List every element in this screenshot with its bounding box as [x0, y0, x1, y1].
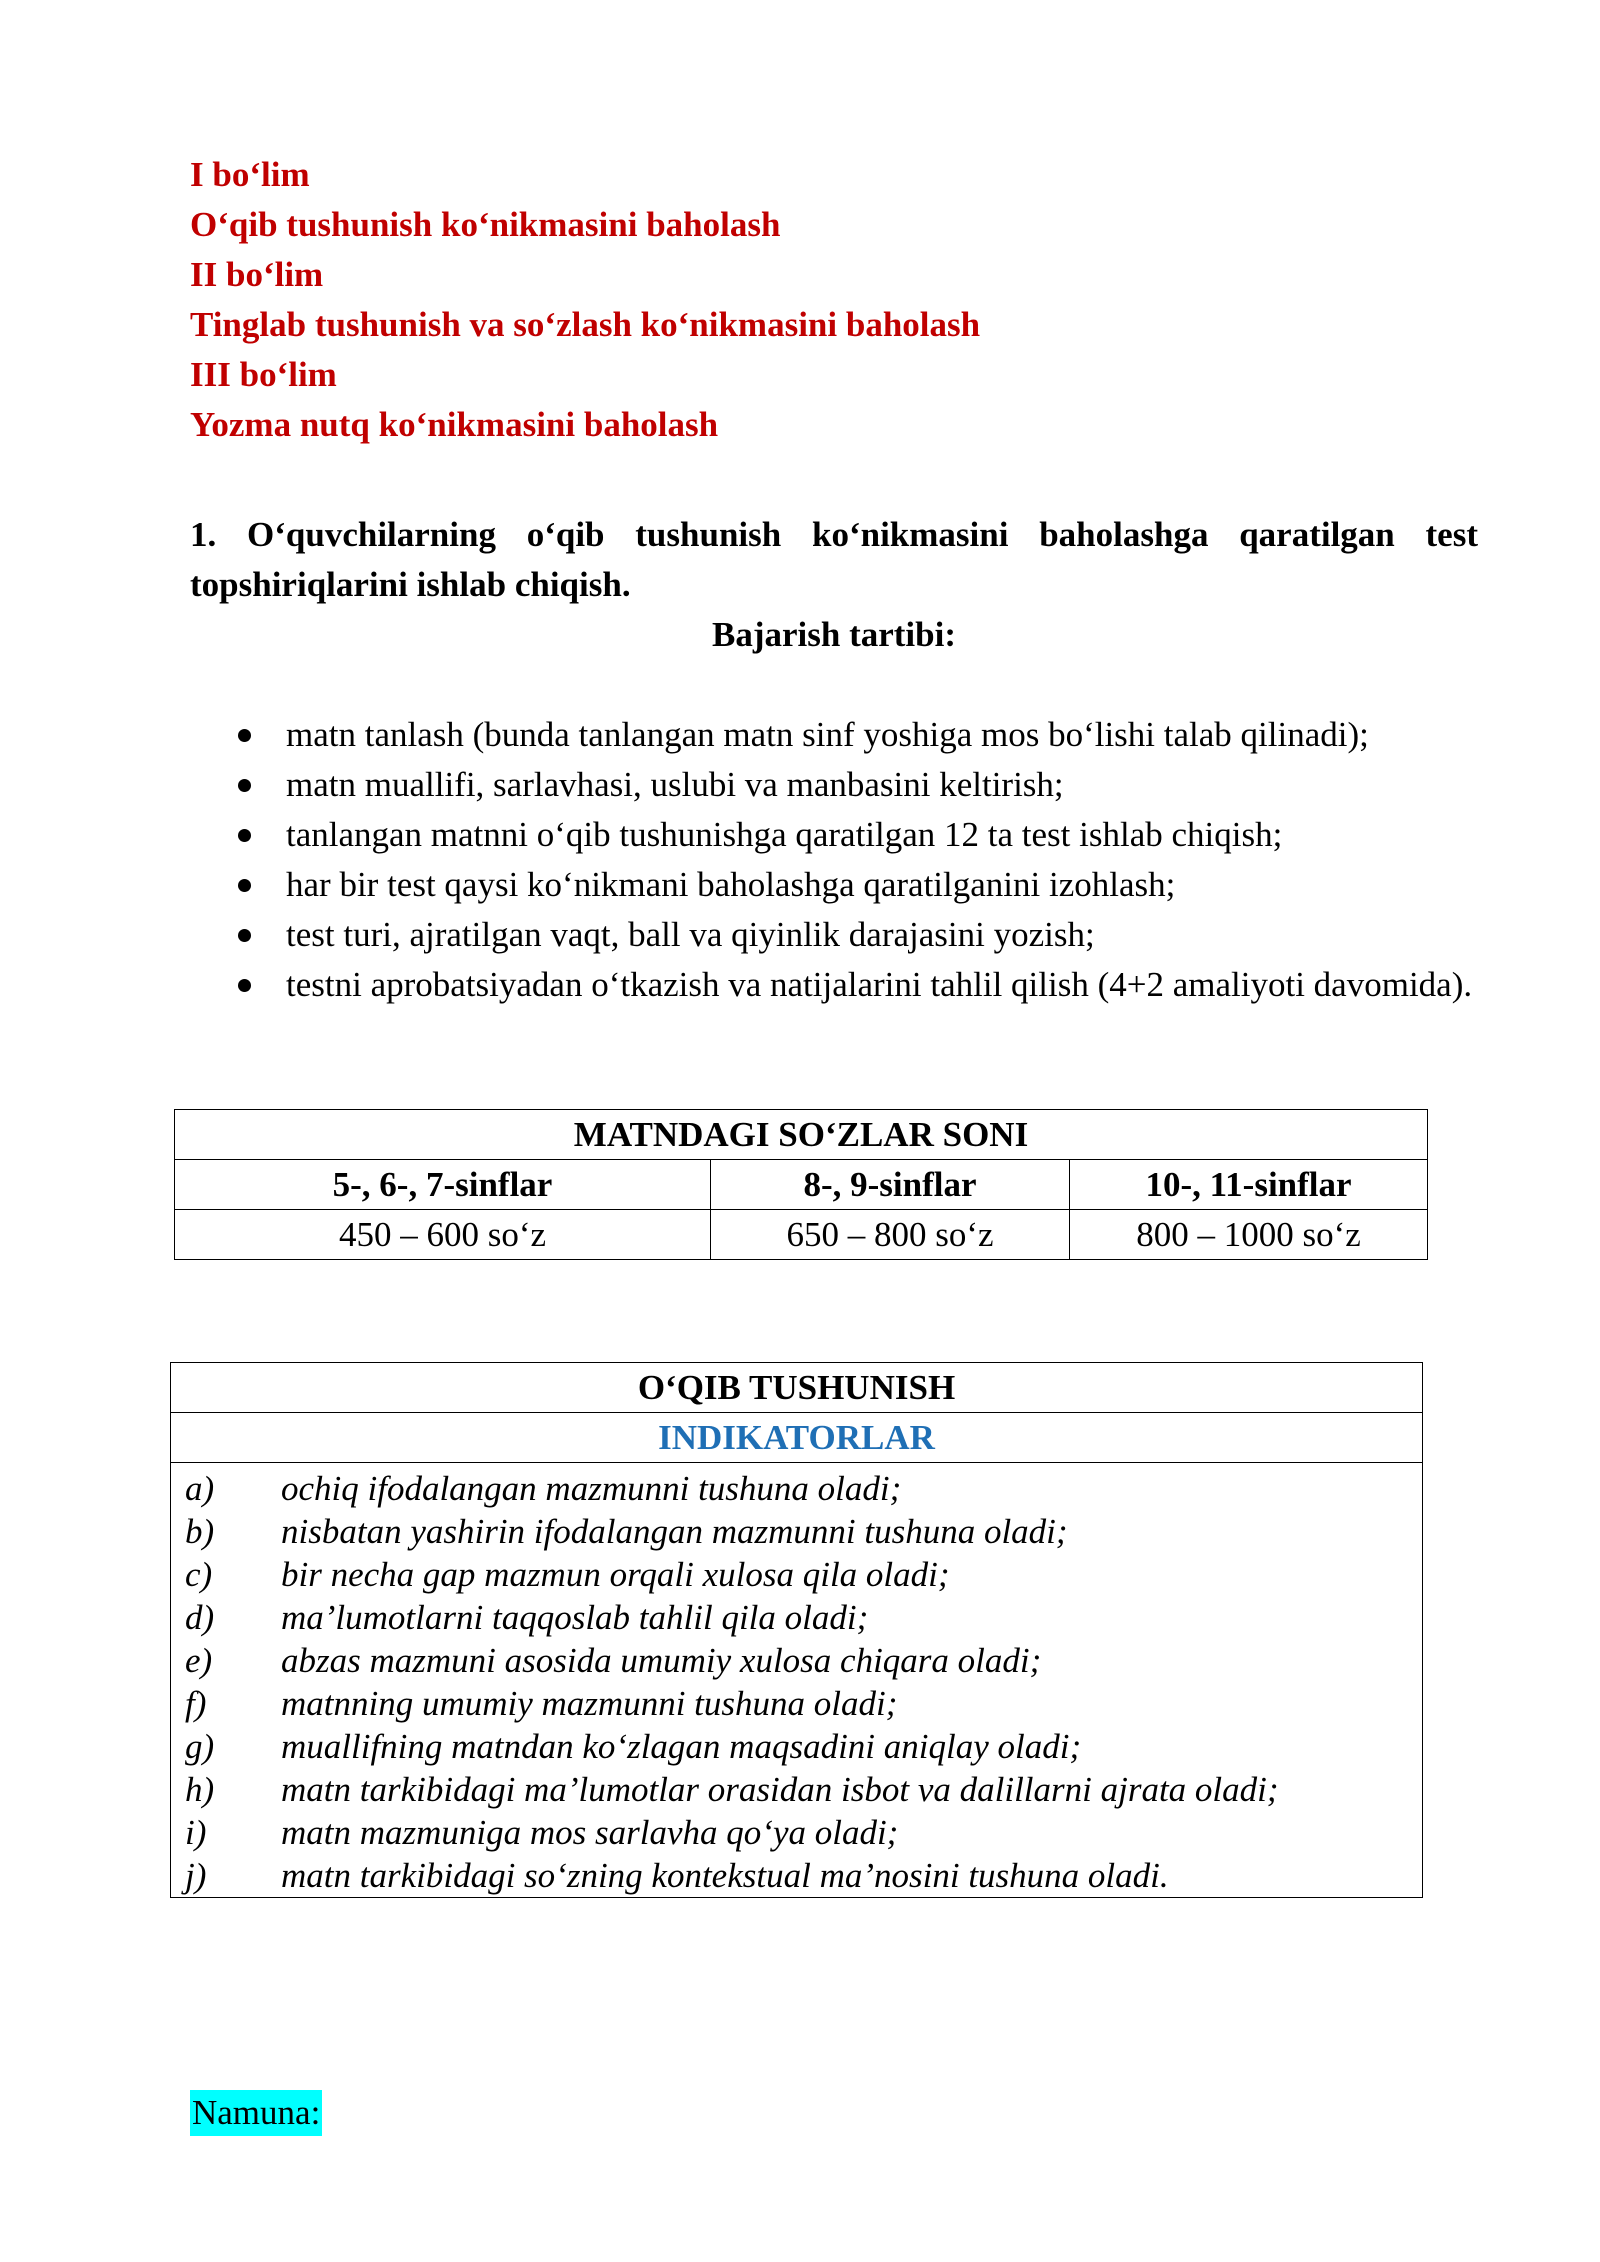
indicator-text: muallifning matndan ko‘zlagan maqsadini aniqlay oladi;: [281, 1727, 1082, 1766]
indicator-letter: j): [185, 1856, 207, 1895]
indicator-text: bir necha gap mazmun orqali xulosa qila oladi;: [281, 1555, 950, 1594]
indicator-text: matn tarkibidagi ma’lumotlar orasidan isbot va dalillarni ajrata oladi;: [281, 1770, 1279, 1809]
list-item-text: test turi, ajratilgan vaqt, ball va qiyinlik darajasini yozish;: [286, 915, 1095, 954]
indicator-text: ochiq ifodalangan mazmunni tushuna oladi;: [281, 1469, 902, 1508]
word-count-8-9: 650 – 800 so‘z: [711, 1210, 1070, 1260]
indicator-text: ma’lumotlarni taqqoslab tahlil qila oladi;: [281, 1598, 869, 1637]
indicator-row: [171, 1596, 1422, 1639]
bullet-icon: [238, 729, 251, 742]
indicator-row: [171, 1725, 1422, 1768]
indicator-row: [171, 1553, 1422, 1596]
list-item-text: testni aprobatsiyadan o‘tkazish va natijalarini tahlil qilish (4+2 amaliyoti davomida).: [286, 965, 1473, 1004]
indicator-text: matn tarkibidagi so‘zning kontekstual ma’nosini tushuna oladi.: [281, 1856, 1169, 1895]
task-subheading: Bajarish tartibi:: [711, 615, 956, 654]
list-item: [190, 860, 1478, 910]
indicator-letter: f): [185, 1684, 207, 1723]
word-count-table: [174, 1109, 1428, 1260]
bullet-icon: [238, 979, 251, 992]
section-3-subtitle: Yozma nutq ko‘nikmasini baholash: [190, 405, 719, 444]
section-list: [190, 150, 980, 450]
grade-header-8-9: 8-, 9-sinflar: [711, 1160, 1070, 1210]
section-2-title: II bo‘lim: [190, 255, 324, 294]
grade-header-5-7: 5-, 6-, 7-sinflar: [175, 1160, 711, 1210]
bullet-icon: [238, 829, 251, 842]
grade-header-10-11: 10-, 11-sinflar: [1070, 1160, 1428, 1210]
list-item: [190, 710, 1478, 760]
indicator-letter: h): [185, 1770, 215, 1809]
indicators-table: [170, 1362, 1423, 1898]
list-item: [190, 910, 1478, 960]
list-item: [190, 960, 1478, 1010]
procedure-list: [190, 710, 1478, 1010]
indicator-row: [171, 1510, 1422, 1553]
indicator-letter: i): [185, 1813, 207, 1852]
indicator-letter: c): [185, 1555, 213, 1594]
word-count-5-7: 450 – 600 so‘z: [175, 1210, 711, 1260]
task-heading: 1. O‘quvchilarning o‘qib tushunish ko‘nikmasini baholashga qaratilgan test topshiriqlarini ishlab chiqish.: [190, 515, 1478, 604]
section-3-title: III bo‘lim: [190, 355, 337, 394]
bullet-icon: [238, 779, 251, 792]
section-1-title: I bo‘lim: [190, 155, 310, 194]
indicators-list: [171, 1463, 1423, 1898]
indicator-letter: b): [185, 1512, 215, 1551]
list-item-text: matn tanlash (bunda tanlangan matn sinf yoshiga mos bo‘lishi talab qilinadi);: [286, 715, 1369, 754]
word-count-10-11: 800 – 1000 so‘z: [1070, 1210, 1428, 1260]
indicator-text: abzas mazmuni asosida umumiy xulosa chiqara oladi;: [281, 1641, 1042, 1680]
section-1-subtitle: O‘qib tushunish ko‘nikmasini baholash: [190, 205, 781, 244]
indicator-letter: g): [185, 1727, 215, 1766]
indicators-table-subtitle: INDIKATORLAR: [171, 1413, 1423, 1463]
indicator-letter: d): [185, 1598, 215, 1637]
list-item-text: matn muallifi, sarlavhasi, uslubi va manbasini keltirish;: [286, 765, 1064, 804]
indicator-row: [171, 1811, 1422, 1854]
indicator-text: matn mazmuniga mos sarlavha qo‘ya oladi;: [281, 1813, 899, 1852]
bullet-icon: [238, 879, 251, 892]
section-2-subtitle: Tinglab tushunish va so‘zlash ko‘nikmasini baholash: [190, 305, 981, 344]
list-item: [190, 810, 1478, 860]
indicator-row: [171, 1467, 1422, 1510]
sample-label: Namuna:: [190, 2090, 322, 2136]
list-item: [190, 760, 1478, 810]
indicators-table-title: O‘QIB TUSHUNISH: [171, 1363, 1423, 1413]
indicator-row: [171, 1639, 1422, 1682]
indicator-letter: a): [185, 1469, 215, 1508]
indicator-letter: e): [185, 1641, 213, 1680]
indicator-text: nisbatan yashirin ifodalangan mazmunni tushuna oladi;: [281, 1512, 1068, 1551]
word-count-table-title: MATNDAGI SO‘ZLAR SONI: [175, 1110, 1428, 1160]
list-item-text: tanlangan matnni o‘qib tushunishga qaratilgan 12 ta test ishlab chiqish;: [286, 815, 1283, 854]
indicator-row: [171, 1768, 1422, 1811]
indicator-row: [171, 1854, 1422, 1897]
bullet-icon: [238, 929, 251, 942]
list-item-text: har bir test qaysi ko‘nikmani baholashga qaratilganini izohlash;: [286, 865, 1176, 904]
indicator-row: [171, 1682, 1422, 1725]
indicator-text: matnning umumiy mazmunni tushuna oladi;: [281, 1684, 898, 1723]
